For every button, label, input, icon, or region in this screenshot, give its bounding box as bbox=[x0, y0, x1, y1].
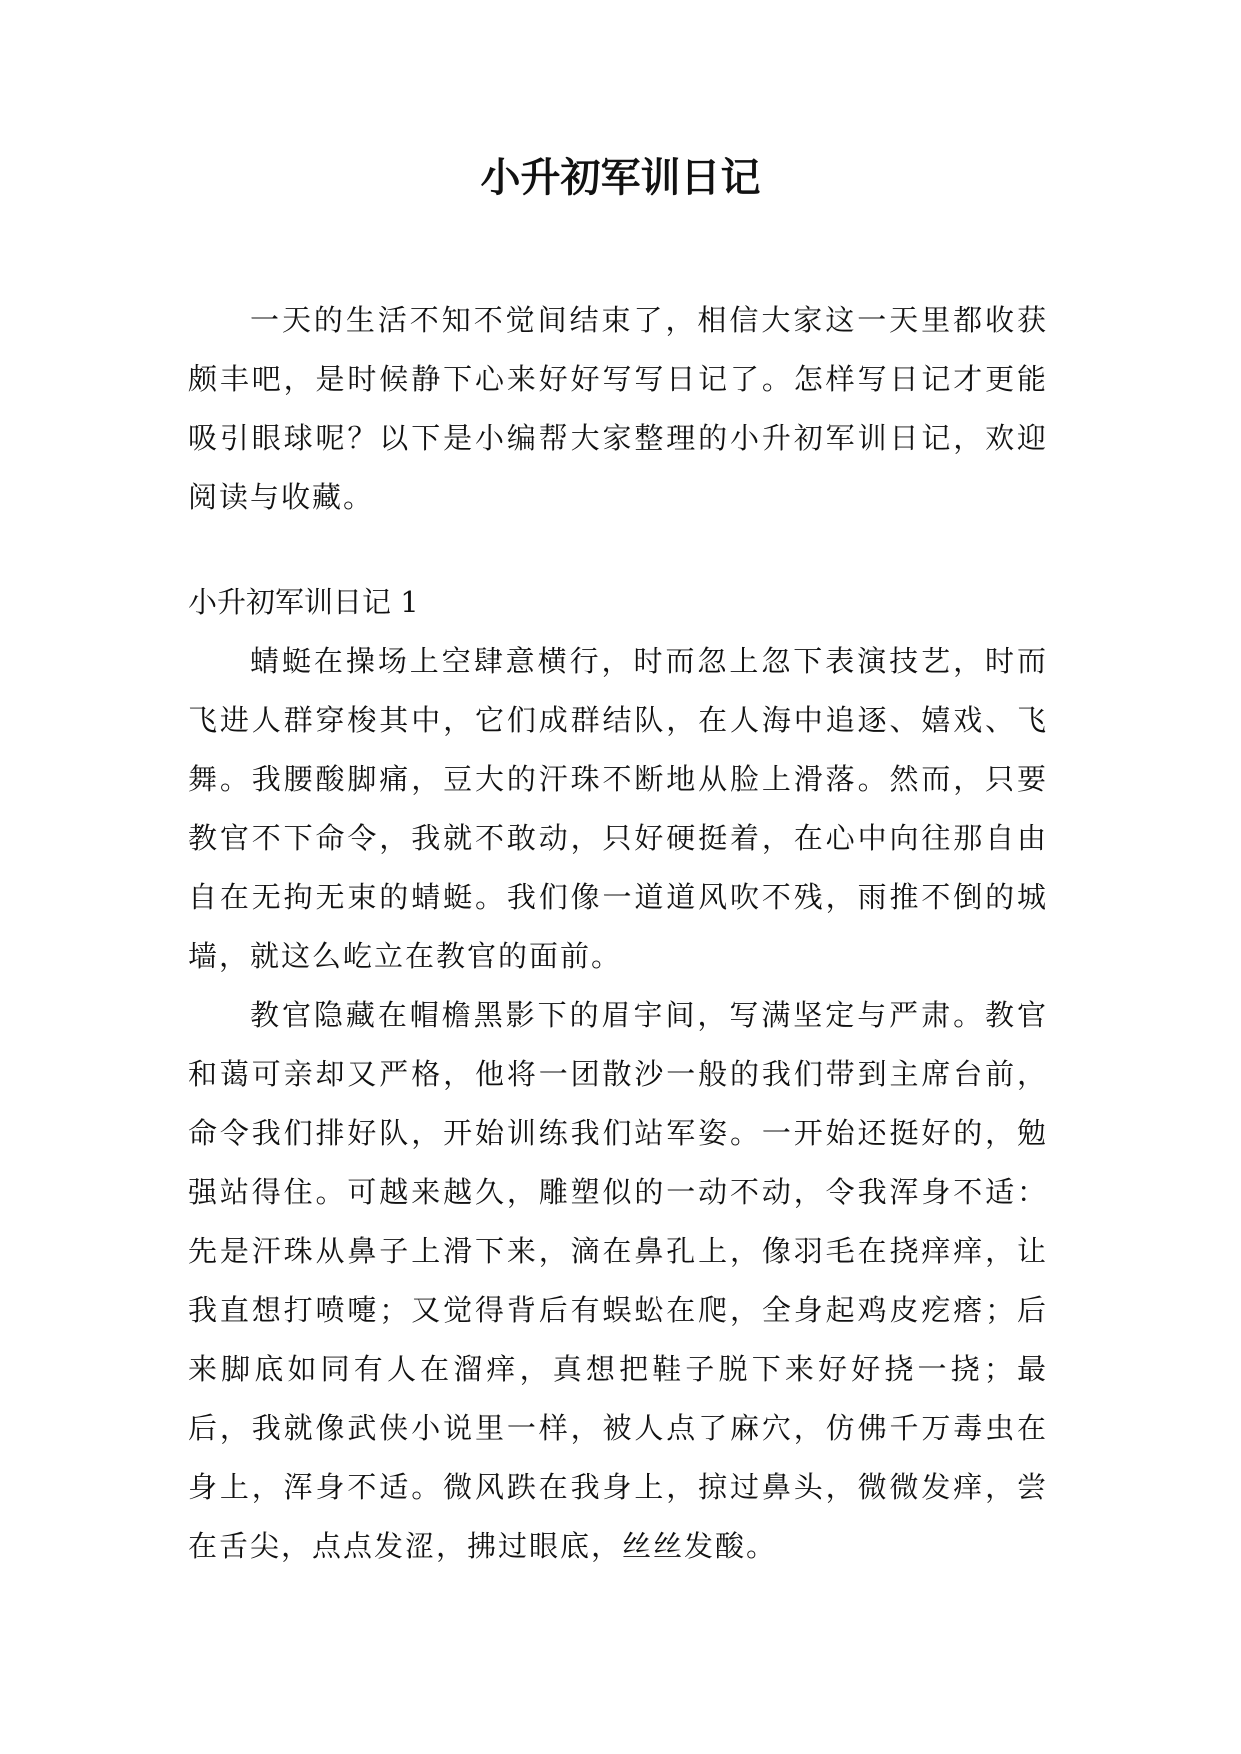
section-heading: 小升初军训日记 1 bbox=[188, 585, 419, 619]
body-paragraph-2: 教官隐藏在帽檐黑影下的眉宇间，写满坚定与严肃。教官和蔼可亲却又严格，他将一团散沙一般的我们带到主席台前，命令我们排好队，开始训练我们站军姿。一开始还挺好的，勉强站得住。可越来越久，雕塑似的一动不动，令我浑身不适：先是汗珠从鼻子上滑下来，滴在鼻孔上，像羽毛在挠痒痒，让我直想打喷嚏；又觉得背后有蜈蚣在爬，全身起鸡皮疙瘩；后来脚底如同有人在溜痒，真想把鞋子脱下来好好挠一挠；最后，我就像武侠小说里一样，被人点了麻穴，仿佛千万毒虫在身上，浑身不适。微风跌在我身上，掠过鼻头，微微发痒，尝在舌尖，点点发涩，拂过眼底，丝丝发酸。 bbox=[188, 998, 1048, 1563]
body-paragraph-1: 蜻蜓在操场上空肆意横行，时而忽上忽下表演技艺，时而飞进人群穿梭其中，它们成群结队，在人海中追逐、嬉戏、飞舞。我腰酸脚痛，豆大的汗珠不断地从脸上滑落。然而，只要教官不下命令，我就不敢动，只好硬挺着，在心中向往那自由自在无拘无束的蜻蜓。我们像一道道风吹不残，雨推不倒的城墙，就这么屹立在教官的面前。 bbox=[188, 644, 1048, 973]
intro-paragraph: 一天的生活不知不觉间结束了，相信大家这一天里都收获颇丰吧，是时候静下心来好好写写日记了。怎样写日记才更能吸引眼球呢？以下是小编帮大家整理的小升初军训日记，欢迎阅读与收藏。 bbox=[188, 303, 1048, 514]
document-title: 小升初军训日记 bbox=[480, 155, 761, 201]
